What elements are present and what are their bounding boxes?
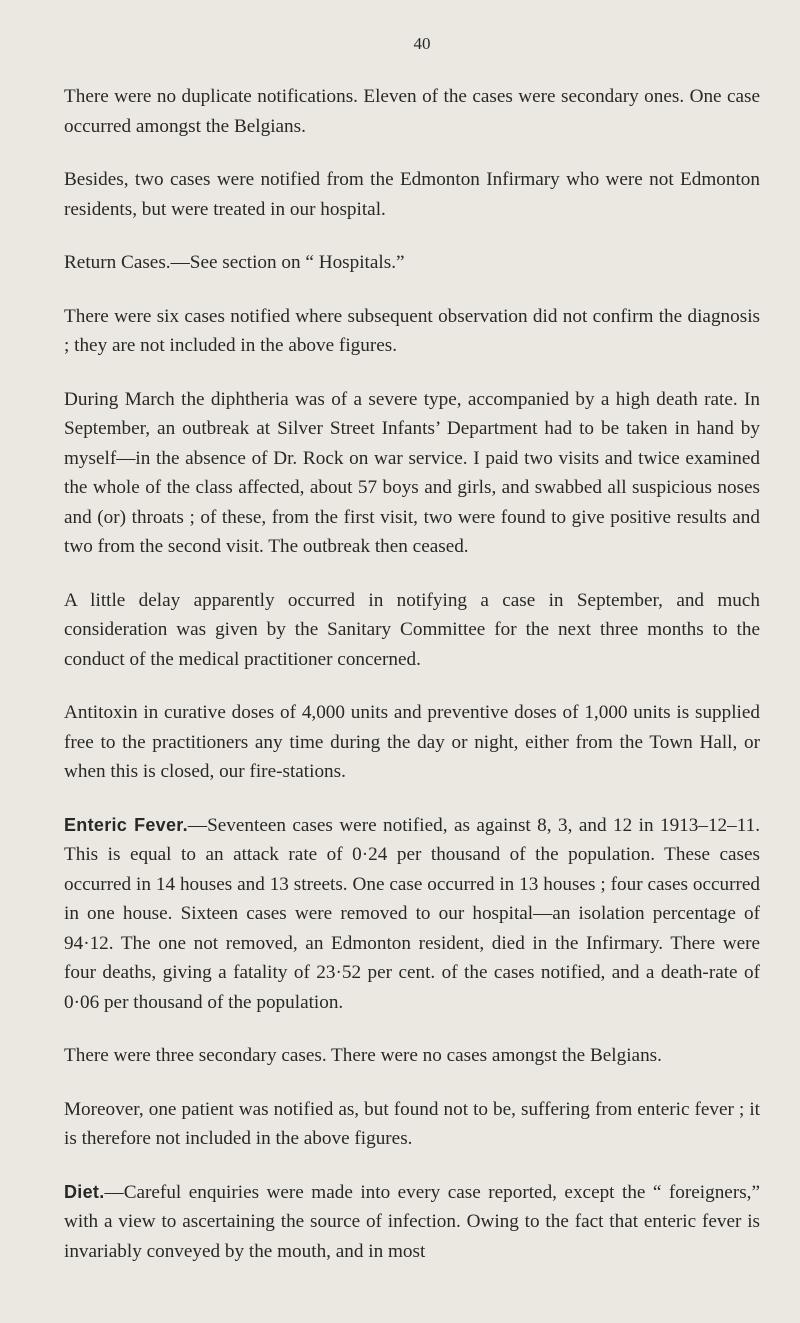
paragraph-text: During March the diphtheria was of a severe type, accompanied by a high death rate. In September, an outbreak at Silver Street Infants’ Department had to be taken in hand by myself—in the absence of Dr. Rock on war service. I paid two visits and twice examined the whole of the class affected, about 57 boys and girls, and swabbed all suspicious noses and (or) throats ; of these, from the first visit, two were found to give positive results and two from the second visit. The outbreak then ceased. (64, 388, 760, 557)
paragraph-return-cases (64, 248, 760, 278)
paragraph-notification-delay (64, 586, 760, 675)
paragraph-diphtheria-outbreak (64, 385, 760, 562)
paragraph-diet (64, 1178, 760, 1267)
section-heading-enteric-fever: Enteric Fever. (64, 814, 188, 835)
paragraph-not-included (64, 1095, 760, 1154)
paragraph-antitoxin (64, 698, 760, 787)
paragraph-text: There were three secondary cases. There were no cases amongst the Belgians. (64, 1045, 662, 1066)
paragraph-text: —Careful enquiries were made into every case reported, except the “ foreigners,” with a view to ascertaining the source of infection. Owing to the fact that enteric fever is invariably conveyed by the mouth, and in most (64, 1181, 760, 1262)
paragraph-text: —Seventeen cases were notified, as against 8, 3, and 12 in 1913–12–11. This is equal to an attack rate of 0·24 per thousand of the population. These cases occurred in 14 houses and 13 streets. One case occurred in 13 houses ; four cases occurred in one house. Sixteen cases were removed to our hospital—an isolation percentage of 94·12. The one not removed, an Edmonton resident, died in the Infirmary. There were four deaths, giving a fatality of 23·52 per cent. of the cases notified, and a death-rate of 0·06 per thousand of the population. (64, 814, 761, 1013)
section-heading-diet: Diet. (64, 1181, 105, 1202)
paragraph-text: A little delay apparently occurred in notifying a case in September, and much consideration was given by the Sanitary Committee for the next three months to the conduct of the medical practitioner concerned. (64, 589, 760, 670)
paragraph-text: Moreover, one patient was notified as, but found not to be, suffering from enteric fever ; it is therefore not included in the above figures. (64, 1098, 760, 1149)
paragraph-duplicate-notifications (64, 82, 760, 141)
paragraph-enteric-fever (64, 811, 760, 1018)
paragraph-unconfirmed-diagnosis (64, 302, 760, 361)
paragraph-secondary-cases (64, 1041, 760, 1071)
paragraph-text: Antitoxin in curative doses of 4,000 units and preventive doses of 1,000 units is supplied free to the practitioners any time during the day or night, either from the Town Hall, or when this is closed, our fire-stations. (64, 702, 760, 782)
paragraph-text: There were six cases notified where subsequent observation did not confirm the diagnosis ; they are not included in the above figures. (64, 305, 760, 356)
page-number: 40 (413, 34, 431, 53)
paragraph-text: There were no duplicate notifications. Eleven of the cases were secondary ones. One case occurred amongst the Belgians. (64, 86, 760, 137)
paragraph-text: Return Cases.—See section on “ Hospitals.” (64, 252, 405, 273)
paragraph-edmonton-infirmary (64, 165, 760, 224)
paragraph-text: Besides, two cases were notified from the Edmonton Infirmary who were not Edmonton residents, but were treated in our hospital. (64, 169, 760, 220)
